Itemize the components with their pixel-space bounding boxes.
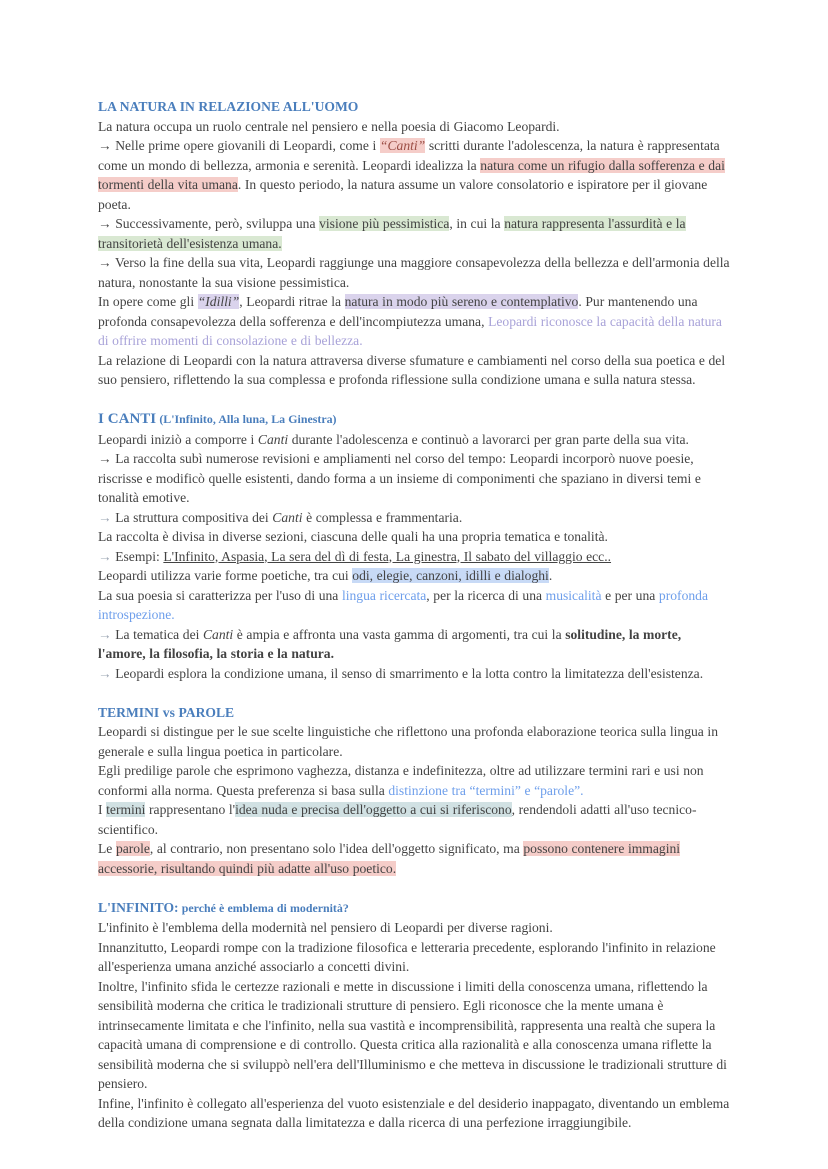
paragraph bbox=[98, 938, 732, 977]
section-heading-text: L'INFINITO: bbox=[98, 899, 179, 915]
text-run: . In questo periodo, la natura assume un valore consolatorio e ispiratore per il giovane poeta. bbox=[98, 177, 708, 212]
paragraph bbox=[98, 586, 732, 625]
text-run: Leopardi esplora la condizione umana, il senso di smarrimento e la lotta contro la limitatezza dell'esistenza. bbox=[115, 665, 704, 681]
arrow-bullet: → bbox=[98, 665, 116, 681]
text-run: Esempi: bbox=[115, 548, 164, 564]
text-run: L'infinito è l'emblema della modernità nel pensiero di Leopardi per diverse ragioni. bbox=[98, 920, 553, 935]
section-heading-text: TERMINI vs PAROLE bbox=[98, 704, 235, 720]
text-run: → La raccolta subì numerose revisioni e ampliamenti nel corso del tempo: Leopardi incorporò nuove poesie, riscrisse e modificò quelle esistenti, dando forma a un insieme di componimenti che spaziano in diversi temi e tonalità emotive. bbox=[98, 451, 701, 505]
paragraph bbox=[98, 664, 732, 684]
highlighted-text: parole bbox=[115, 841, 150, 856]
text-run: Leopardi riconosce la capacità della natura di offrire momenti di consolazione e di bellezza. bbox=[98, 313, 722, 348]
paragraph bbox=[98, 351, 732, 390]
text-run: e per una bbox=[601, 587, 659, 603]
paragraph bbox=[98, 839, 732, 878]
highlighted-text: natura rappresenta l'assurdità e la transitorietà dell'esistenza umana. bbox=[98, 216, 686, 251]
text-run: , per la ricerca di una bbox=[426, 587, 546, 603]
highlighted-text: natura come un rifugio dalla sofferenza e dai tormenti della vita umana bbox=[98, 157, 725, 192]
section bbox=[98, 97, 732, 390]
section-heading-text: LA NATURA IN RELAZIONE ALL'UOMO bbox=[98, 99, 359, 114]
highlighted-text: “Idilli” bbox=[197, 294, 240, 309]
text-run: La struttura compositiva dei bbox=[115, 509, 273, 525]
section-heading bbox=[98, 703, 732, 723]
section-heading-subtext: (L'Infinito, Alla luna, La Ginestra) bbox=[156, 412, 337, 426]
text-run: , Leopardi ritrae la bbox=[239, 294, 345, 309]
text-run: La tematica dei bbox=[115, 626, 203, 642]
section-heading bbox=[98, 409, 732, 430]
paragraph bbox=[98, 722, 732, 761]
section bbox=[98, 703, 732, 879]
paragraph bbox=[98, 117, 732, 137]
text-run: distinzione tra “termini” e “parole”. bbox=[388, 782, 584, 798]
text-run: La relazione di Leopardi con la natura attraversa diverse sfumature e cambiamenti nel corso della sua poetica e del suo pensiero, riflettendo la sua complessa e profonda riflessione sulla condizione umana e sulla natura stessa. bbox=[98, 352, 726, 387]
paragraph bbox=[98, 566, 732, 586]
paragraph bbox=[98, 214, 732, 253]
text-run: è complessa e frammentaria. bbox=[302, 509, 463, 525]
highlighted-text: idea nuda e precisa dell'oggetto a cui si riferiscono bbox=[235, 802, 512, 817]
text-run: è ampia e affronta una vasta gamma di argomenti, tra cui la bbox=[233, 626, 566, 642]
paragraph bbox=[98, 761, 732, 800]
text-run: scritti durante l'adolescenza, la natura è rappresentata come un mondo di bellezza, armonia e serenità. Leopardi idealizza la bbox=[98, 138, 720, 173]
text-run: I bbox=[98, 802, 107, 817]
arrow-bullet: → bbox=[98, 509, 116, 525]
section-heading-subtext: perché è emblema di modernità? bbox=[178, 900, 349, 915]
text-run: Le bbox=[98, 841, 116, 856]
paragraph bbox=[98, 800, 732, 839]
highlighted-text: possono contenere immagini accessorie, risultando quindi più adatte all'uso poetico. bbox=[98, 841, 681, 876]
section-heading bbox=[98, 898, 732, 919]
text-run: Innanzitutto, Leopardi rompe con la tradizione filosofica e letteraria precedente, esplorando l'infinito in relazione all'esperienza umana anziché associarlo a concetti divini. bbox=[98, 939, 716, 974]
text-run: Leopardi utilizza varie forme poetiche, tra cui bbox=[98, 568, 353, 583]
highlighted-text: termini bbox=[106, 802, 146, 817]
text-run: → Successivamente, però, sviluppa una bbox=[98, 216, 320, 231]
text-run: Leopardi iniziò a comporre i bbox=[98, 431, 258, 447]
paragraph bbox=[98, 136, 732, 214]
section-heading bbox=[98, 97, 732, 117]
text-run: Canti bbox=[257, 431, 289, 447]
text-run: → Verso la fine della sua vita, Leopardi raggiunge una maggiore consapevolezza della bellezza e dell'armonia della natura, nonostante la sua visione pessimistica. bbox=[98, 255, 730, 290]
text-run: La sua poesia si caratterizza per l'uso di una bbox=[98, 587, 342, 603]
section-heading-text: I CANTI bbox=[98, 411, 157, 427]
paragraph bbox=[98, 253, 732, 292]
text-run: La natura occupa un ruolo centrale nel pensiero e nella poesia di Giacomo Leopardi. bbox=[98, 118, 560, 134]
highlighted-text: “Canti” bbox=[379, 138, 426, 153]
text-run: , in cui la bbox=[449, 216, 505, 231]
paragraph bbox=[98, 508, 732, 528]
text-run: → Nelle prime opere giovanili di Leopardi, come i bbox=[98, 138, 380, 153]
text-run: profonda introspezione. bbox=[98, 587, 708, 622]
paragraph bbox=[98, 547, 732, 567]
text-run: solitudine, la morte, l'amore, la filosofia, la storia e la natura. bbox=[98, 626, 682, 661]
text-run: Leopardi si distingue per le sue scelte linguistiche che riflettono una profonda elaborazione teorica sulla lingua in generale e sulla lingua poetica in particolare. bbox=[98, 724, 718, 759]
text-run: musicalità bbox=[545, 587, 602, 603]
paragraph bbox=[98, 292, 732, 351]
paragraph bbox=[98, 1094, 732, 1133]
paragraph bbox=[98, 449, 732, 508]
text-run: L'Infinito, Aspasia, La sera del dì di festa, La ginestra, Il sabato del villaggio ecc.. bbox=[163, 548, 612, 564]
arrow-bullet: → bbox=[98, 626, 116, 642]
paragraph bbox=[98, 977, 732, 1094]
text-run: La raccolta è divisa in diverse sezioni, ciascuna delle quali ha una propria tematica e tonalità. bbox=[98, 529, 608, 544]
text-run: In opere come gli bbox=[98, 294, 198, 309]
highlighted-text: natura in modo più sereno e contemplativo bbox=[344, 294, 579, 309]
paragraph bbox=[98, 430, 732, 450]
highlighted-text: visione più pessimistica bbox=[319, 216, 450, 231]
arrow-bullet: → bbox=[98, 548, 116, 564]
text-run: Canti bbox=[202, 626, 234, 642]
text-run: lingua ricercata bbox=[341, 587, 427, 603]
text-run: . bbox=[548, 568, 553, 583]
text-run: . Pur mantenendo una profonda consapevolezza della sofferenza e dell'incompiutezza umana, bbox=[98, 294, 698, 329]
paragraph bbox=[98, 527, 732, 547]
text-run: durante l'adolescenza e continuò a lavorarci per gran parte della sua vita. bbox=[288, 431, 689, 447]
document-content bbox=[98, 97, 732, 1133]
section bbox=[98, 898, 732, 1133]
text-run: Egli predilige parole che esprimono vaghezza, distanza e indefinitezza, oltre ad utilizzare termini rari e usi non conformi alla norma. Questa preferenza si basa sulla bbox=[98, 763, 704, 798]
text-run: , al contrario, non presentano solo l'idea dell'oggetto significato, ma bbox=[149, 841, 524, 856]
text-run: Canti bbox=[272, 509, 303, 525]
text-run: Inoltre, l'infinito sfida le certezze razionali e mette in discussione i limiti della conoscenza umana, riflettendo la sensibilità moderna che critica le tradizionali strutture di pensiero. Egli riconosce che la mente umana è intrinsecamente limitata e che l'infinito, nella sua vastità e incomprensibilità, rappresenta una realtà che supera la capacità umana di comprensione e di controllo. Questa critica alla razionalità e alla conoscenza umana riflette la sensibilità moderna che si sviluppò nell'era dell'Illuminismo e che metteva in discussione le tradizionali strutture di pensiero. bbox=[98, 978, 727, 1091]
section bbox=[98, 409, 732, 683]
text-run: Infine, l'infinito è collegato all'esperienza del vuoto esistenziale e del desiderio inappagato, diventando un emblema della condizione umana segnata dalla limitatezza e dalla ricerca di una perfezione irraggiungibile. bbox=[98, 1095, 730, 1130]
paragraph bbox=[98, 625, 732, 664]
paragraph bbox=[98, 918, 732, 938]
text-run: , rendendoli adatti all'uso tecnico-scientifico. bbox=[98, 802, 697, 837]
text-run: rappresentano l' bbox=[145, 802, 236, 817]
highlighted-text: odi, elegie, canzoni, idilli e dialoghi bbox=[352, 568, 549, 583]
